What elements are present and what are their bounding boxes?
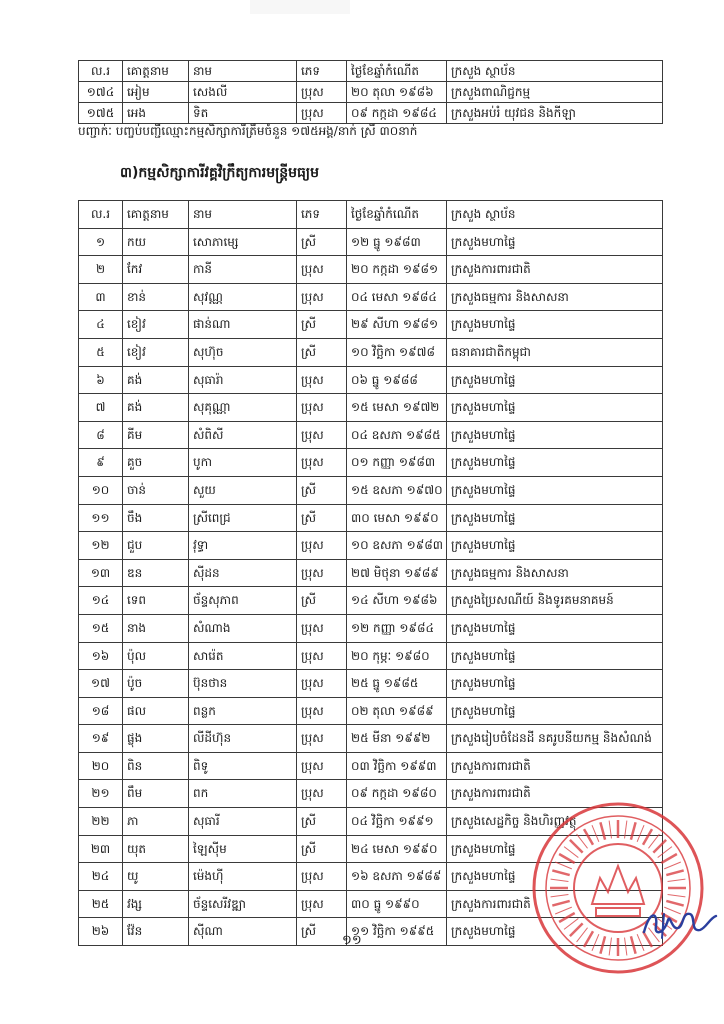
trainee-table-cell-col-no: ១០ bbox=[79, 476, 123, 504]
seal-tick bbox=[661, 854, 677, 863]
trainee-table-cell-col-name: សួយ bbox=[189, 476, 297, 504]
trainee-table-cell-col-no: ១១ bbox=[79, 504, 123, 532]
trainee-table-cell-col-no: ៣ bbox=[79, 283, 123, 311]
seal-tick bbox=[625, 821, 627, 839]
seal-tick bbox=[643, 829, 652, 845]
trainee-table-cell-col-surname: ប៉ុល bbox=[123, 642, 189, 670]
trainee-table-cell-col-dob: ២៥ មីនា ១៩៩២ bbox=[347, 725, 447, 753]
trainee-table-cell-col-name: ពិទូ bbox=[189, 752, 297, 780]
trainee-table-cell-col-no: ២៣ bbox=[79, 835, 123, 863]
trainee-table-cell-col-sex: ប្រុស bbox=[297, 532, 347, 560]
trainee-table-row bbox=[79, 504, 663, 532]
trainee-table-header-col-ministry: ក្រសួង ស្ថាប័ន bbox=[447, 201, 663, 229]
trainee-table-cell-col-ministry: ក្រសួងមហាផ្ទៃ bbox=[447, 642, 663, 670]
trainee-table-cell-col-name: ច័ន្ទសេរីវឌ្ឍា bbox=[189, 890, 297, 918]
trainee-table-row bbox=[79, 587, 663, 615]
trainee-table-cell-col-no: ៧ bbox=[79, 394, 123, 422]
trainee-table-cell-col-sex: ស្រី bbox=[297, 311, 347, 339]
trainee-table-cell-col-sex: ប្រុស bbox=[297, 780, 347, 808]
trainee-table-cell-col-ministry: ក្រសួងមហាផ្ទៃ bbox=[447, 835, 663, 863]
trainee-table-cell-col-dob: ០៩ កក្កដា ១៩៨០ bbox=[347, 780, 447, 808]
trainee-table-cell-col-no: ១៧ bbox=[79, 670, 123, 698]
trainee-table-cell-col-sex: ស្រី bbox=[297, 587, 347, 615]
trainee-table-cell-col-dob: ១០ ឧសភា ១៩៨៣ bbox=[347, 532, 447, 560]
top-table-cell-col-ministry: ក្រសួងពាណិជ្ជកម្ម bbox=[447, 82, 663, 103]
top-table-header-col-sex: ភេទ bbox=[297, 61, 347, 82]
trainee-table-cell-col-dob: ៣០ ធ្នូ ១៩៩០ bbox=[347, 890, 447, 918]
seal-tick bbox=[564, 918, 578, 929]
trainee-table-cell-col-sex: ប្រុស bbox=[297, 559, 347, 587]
trainee-table-cell-col-name: សំណាង bbox=[189, 614, 297, 642]
trainee-table-row bbox=[79, 670, 663, 698]
trainee-table-cell-col-surname: វ៉ែន bbox=[123, 918, 189, 946]
trainee-table-cell-col-ministry: ក្រសួងមហាផ្ទៃ bbox=[447, 614, 663, 642]
trainee-table-cell-col-surname: កែវ bbox=[123, 256, 189, 284]
trainee-table-cell-col-surname: ខៀវ bbox=[123, 338, 189, 366]
trainee-table-cell-col-surname: ចឹង bbox=[123, 504, 189, 532]
top-table-cell-col-surname: អៀម bbox=[123, 82, 189, 103]
trainee-table-cell-col-name: លីដីហ៊ុន bbox=[189, 725, 297, 753]
trainee-table-cell-col-surname: ផល bbox=[123, 697, 189, 725]
trainee-table-cell-col-ministry: ក្រសួងធម្មការ និងសាសនា bbox=[447, 283, 663, 311]
top-table-cell-col-name: សេងលី bbox=[189, 82, 297, 103]
trainee-table-cell-col-dob: ១២ កញ្ញា ១៩៨៤ bbox=[347, 614, 447, 642]
trainee-table-row bbox=[79, 283, 663, 311]
trainee-table-cell-col-sex: ប្រុស bbox=[297, 256, 347, 284]
scan-smudge bbox=[250, 0, 350, 14]
trainee-table-cell-col-no: ១៦ bbox=[79, 642, 123, 670]
seal-tick bbox=[551, 879, 569, 881]
trainee-table-cell-col-sex: ស្រី bbox=[297, 918, 347, 946]
top-table-header-col-dob: ថ្ងៃខែឆ្នាំកំណើត bbox=[347, 61, 447, 82]
trainee-table-cell-col-sex: ប្រុស bbox=[297, 890, 347, 918]
seal-tick bbox=[666, 870, 683, 875]
top-table-cell-col-ministry: ក្រសួងអប់រំ យុវជន និងកីឡា bbox=[447, 103, 663, 124]
trainee-table-cell-col-no: ២៥ bbox=[79, 890, 123, 918]
seal-tick bbox=[559, 913, 575, 922]
seal-tick bbox=[592, 825, 599, 842]
trainee-table-cell-col-name: សុហ៊ុច bbox=[189, 338, 297, 366]
trainee-table-cell-col-surname: ប៉ូច bbox=[123, 670, 189, 698]
trainee-table-cell-col-ministry: ក្រសួងការពារជាតិ bbox=[447, 256, 663, 284]
seal-tick bbox=[555, 907, 572, 914]
trainee-table-cell-col-name: សុធារ៉ា bbox=[189, 366, 297, 394]
trainee-table-cell-col-dob: ១៥ ឧសភា ១៩៧០ bbox=[347, 476, 447, 504]
trainee-table-cell-col-dob: ១៤ សីហា ១៩៨៦ bbox=[347, 587, 447, 615]
trainee-table-cell-col-dob: ១០ វិច្ឆិកា ១៩៧៨ bbox=[347, 338, 447, 366]
trainee-table-cell-col-no: ៥ bbox=[79, 338, 123, 366]
trainee-table-cell-col-ministry: ក្រសួងមហាផ្ទៃ bbox=[447, 697, 663, 725]
trainee-table-cell-col-name: សុធារី bbox=[189, 808, 297, 836]
trainee-table-cell-col-ministry: ក្រសួងសេដ្ឋកិច្ច និងហិរញ្ញវត្ថុ bbox=[447, 808, 663, 836]
trainee-table-cell-col-surname: ភា bbox=[123, 808, 189, 836]
trainee-table-cell-col-ministry: ក្រសួងមហាផ្ទៃ bbox=[447, 421, 663, 449]
trainee-table-cell-col-surname: ពិន bbox=[123, 752, 189, 780]
section-title: ៣)កម្មសិក្សាការីវគ្គវិក្រឹត្យការមន្ត្រីមធ្យម bbox=[120, 165, 319, 181]
seal-tick bbox=[552, 870, 569, 875]
top-table-header-row bbox=[79, 61, 663, 82]
seal-tick bbox=[552, 901, 569, 906]
trainee-table-cell-col-sex: ប្រុស bbox=[297, 752, 347, 780]
top-table-cell-col-no: ១៧៥ bbox=[79, 103, 123, 124]
page-number: ១១ bbox=[342, 933, 362, 948]
seal-tick bbox=[631, 822, 636, 839]
trainee-table-row bbox=[79, 476, 663, 504]
trainee-table-cell-col-dob: ២០ កក្កដា ១៩៨១ bbox=[347, 256, 447, 284]
trainee-table-cell-col-dob: ០៤ វិច្ឆិកា ១៩៩១ bbox=[347, 808, 447, 836]
trainee-table-row bbox=[79, 228, 663, 256]
top-table-cell-col-sex: ប្រុស bbox=[297, 103, 347, 124]
seal-tick bbox=[584, 829, 593, 845]
trainee-table-cell-col-ministry: ក្រសួងការពារជាតិ bbox=[447, 752, 663, 780]
trainee-table-cell-col-dob: ១៦ ឧសភា ១៩៨៩ bbox=[347, 863, 447, 891]
seal-tick bbox=[555, 862, 572, 869]
trainee-table-cell-col-no: ៦ bbox=[79, 366, 123, 394]
seal-tick bbox=[648, 834, 659, 848]
trainee-table-cell-col-surname: ខៀវ bbox=[123, 311, 189, 339]
trainee-table-cell-col-surname: គីម bbox=[123, 421, 189, 449]
trainee-table-cell-col-sex: ប្រុស bbox=[297, 697, 347, 725]
seal-tick bbox=[664, 862, 681, 869]
trainee-table-cell-col-dob: ០៤ មេសា ១៩៨៤ bbox=[347, 283, 447, 311]
trainee-table-cell-col-no: ២០ bbox=[79, 752, 123, 780]
trainee-table-cell-col-dob: ២៤ មេសា ១៩៩០ bbox=[347, 835, 447, 863]
trainee-table-cell-col-dob: ១២ ធ្នូ ១៩៨៣ bbox=[347, 228, 447, 256]
trainee-table-cell-col-name: ផាន់ណា bbox=[189, 311, 297, 339]
seal-tick bbox=[570, 923, 583, 936]
trainee-table-cell-col-ministry: ក្រសួងមហាផ្ទៃ bbox=[447, 476, 663, 504]
trainee-table-cell-col-dob: ០៦ ធ្នូ ១៩៨៨ bbox=[347, 366, 447, 394]
trainee-table-row bbox=[79, 311, 663, 339]
trainee-table-cell-col-name: សុវណ្ណ bbox=[189, 283, 297, 311]
note-text: បញ្ជាក់ៈ បញ្ចប់បញ្ជីឈ្មោះកម្មសិក្សាការីត្រឹមចំនួន ១៧៥អង្គ/នាក់ ស្រី ៣០នាក់ bbox=[78, 124, 418, 138]
trainee-table-cell-col-surname: គង់ bbox=[123, 394, 189, 422]
trainee-table-cell-col-dob: ១៥ មេសា ១៩៧២ bbox=[347, 394, 447, 422]
trainee-table-cell-col-dob: ២៩ សីហា ១៩៨១ bbox=[347, 311, 447, 339]
signature-icon bbox=[640, 900, 720, 945]
trainee-table-cell-col-name: កានី bbox=[189, 256, 297, 284]
top-table-cell-col-surname: អេង bbox=[123, 103, 189, 124]
trainee-table-cell-col-no: ១២ bbox=[79, 532, 123, 560]
trainee-table-cell-col-name: សំពិសី bbox=[189, 421, 297, 449]
trainee-table-cell-col-surname: ខាន់ bbox=[123, 283, 189, 311]
trainee-table-cell-col-dob: ២៥ ធ្នូ ១៩៨៥ bbox=[347, 670, 447, 698]
trainee-table-cell-col-no: ២ bbox=[79, 256, 123, 284]
trainee-table-cell-col-surname: វង្ស bbox=[123, 890, 189, 918]
trainee-table-cell-col-surname: យុត bbox=[123, 835, 189, 863]
trainee-table-cell-col-ministry: ក្រសួងធម្មការ និងសាសនា bbox=[447, 559, 663, 587]
trainee-table-header-col-name: នាម bbox=[189, 201, 297, 229]
trainee-table-cell-col-sex: ប្រុស bbox=[297, 449, 347, 477]
trainee-table-cell-col-sex: ប្រុស bbox=[297, 670, 347, 698]
trainee-table-cell-col-name: ប៊ុនថាន bbox=[189, 670, 297, 698]
top-table-cell-col-name: ទិត bbox=[189, 103, 297, 124]
top-table-cell-col-dob: ២០ តុលា ១៩៨៦ bbox=[347, 82, 447, 103]
top-table-row bbox=[79, 82, 663, 103]
seal-tick bbox=[584, 931, 593, 947]
trainee-table-cell-col-sex: ប្រុស bbox=[297, 421, 347, 449]
trainee-table-cell-col-name: សារ៉េត bbox=[189, 642, 297, 670]
trainee-table-cell-col-surname: ពឹម bbox=[123, 780, 189, 808]
trainee-table-cell-col-name: ពន្លក bbox=[189, 697, 297, 725]
trainee-table-cell-col-ministry: ក្រសួងមហាផ្ទៃ bbox=[447, 863, 663, 891]
trainee-table-cell-col-sex: ស្រី bbox=[297, 835, 347, 863]
trainee-table-cell-col-sex: ប្រុស bbox=[297, 283, 347, 311]
trainee-table-cell-col-no: ១៤ bbox=[79, 587, 123, 615]
seal-tick bbox=[631, 936, 636, 953]
trainee-table-header-col-no: ល.រ bbox=[79, 201, 123, 229]
trainee-table-cell-col-name: ស៊ីណា bbox=[189, 918, 297, 946]
trainee-table-cell-col-surname: ចាន់ bbox=[123, 476, 189, 504]
trainee-table-cell-col-ministry: ក្រសួងមហាផ្ទៃ bbox=[447, 311, 663, 339]
trainee-table-cell-col-surname: កយ bbox=[123, 228, 189, 256]
seal-tick bbox=[637, 825, 644, 842]
trainee-table-cell-col-ministry: ក្រសួងមហាផ្ទៃ bbox=[447, 449, 663, 477]
trainee-table-cell-col-sex: ស្រី bbox=[297, 338, 347, 366]
trainee-table-cell-col-name: សោភាម្សេ bbox=[189, 228, 297, 256]
top-table-header-col-no: ល.រ bbox=[79, 61, 123, 82]
trainee-table-row bbox=[79, 256, 663, 284]
seal-tick bbox=[668, 879, 686, 881]
trainee-table-cell-col-no: ២៤ bbox=[79, 863, 123, 891]
trainee-table-cell-col-sex: ប្រុស bbox=[297, 863, 347, 891]
trainee-table-cell-col-ministry: ក្រសួងមហាផ្ទៃ bbox=[447, 532, 663, 560]
trainee-table-cell-col-name: ស៊ីដន bbox=[189, 559, 297, 587]
seal-tick bbox=[592, 934, 599, 951]
trainee-table-cell-col-no: ១៣ bbox=[79, 559, 123, 587]
seal-tick bbox=[658, 847, 672, 858]
trainee-table-cell-col-no: ១៨ bbox=[79, 697, 123, 725]
trainee-table-cell-col-sex: ប្រុស bbox=[297, 614, 347, 642]
trainee-table-cell-col-no: ៤ bbox=[79, 311, 123, 339]
top-table bbox=[78, 60, 663, 124]
trainee-table-row bbox=[79, 614, 663, 642]
top-table-header-col-name: នាម bbox=[189, 61, 297, 82]
trainee-table-cell-col-sex: ស្រី bbox=[297, 228, 347, 256]
trainee-table-header-col-dob: ថ្ងៃខែឆ្នាំកំណើត bbox=[347, 201, 447, 229]
trainee-table-row bbox=[79, 449, 663, 477]
trainee-table-cell-col-dob: ០១ កញ្ញា ១៩៨៣ bbox=[347, 449, 447, 477]
trainee-table-cell-col-name: ម៉េងហ៊ី bbox=[189, 863, 297, 891]
trainee-table-cell-col-surname: យូ bbox=[123, 863, 189, 891]
trainee-table-cell-col-ministry: ក្រសួងមហាផ្ទៃ bbox=[447, 504, 663, 532]
seal-tick bbox=[653, 840, 666, 853]
signature bbox=[640, 900, 720, 945]
trainee-table-cell-col-ministry: ក្រសួងប្រៃសណីយ៍ និងទូរគមនាគមន៍ bbox=[447, 587, 663, 615]
trainee-table-cell-col-surname: ឌន bbox=[123, 559, 189, 587]
seal-icon bbox=[530, 800, 706, 976]
seal-tick bbox=[600, 936, 605, 953]
seal-tick bbox=[668, 895, 686, 897]
trainee-table-cell-col-dob: ០២ តុលា ១៩៨៩ bbox=[347, 697, 447, 725]
top-table-cell-col-no: ១៧៤ bbox=[79, 82, 123, 103]
trainee-table-row bbox=[79, 338, 663, 366]
trainee-table-cell-col-surname: ជួប bbox=[123, 532, 189, 560]
trainee-table-cell-col-no: ៨ bbox=[79, 421, 123, 449]
top-table-cell-col-sex: ប្រុស bbox=[297, 82, 347, 103]
trainee-table-cell-col-surname: គួច bbox=[123, 449, 189, 477]
trainee-table-cell-col-name: បូកា bbox=[189, 449, 297, 477]
trainee-table-cell-col-no: ១៩ bbox=[79, 725, 123, 753]
seal-tick bbox=[625, 938, 627, 956]
trainee-table-cell-col-name: ច័ន្ទសុភាព bbox=[189, 587, 297, 615]
trainee-table-cell-col-ministry: ក្រសួងការពារជាតិ bbox=[447, 890, 663, 918]
trainee-table-cell-col-dob: ០៣ វិច្ឆិកា ១៩៩៣ bbox=[347, 752, 447, 780]
trainee-table-cell-col-name: វុទ្ធា bbox=[189, 532, 297, 560]
trainee-table-header-col-surname: គោត្តនាម bbox=[123, 201, 189, 229]
top-table-row bbox=[79, 103, 663, 124]
trainee-table-row bbox=[79, 697, 663, 725]
seal-tick bbox=[577, 834, 588, 848]
trainee-table-cell-col-ministry: ក្រសួងការពារជាតិ bbox=[447, 780, 663, 808]
trainee-table-cell-col-sex: ស្រី bbox=[297, 504, 347, 532]
top-table-header-col-surname: គោត្តនាម bbox=[123, 61, 189, 82]
trainee-table-cell-col-surname: គង់ bbox=[123, 366, 189, 394]
trainee-table-row bbox=[79, 394, 663, 422]
seal-tick bbox=[600, 822, 605, 839]
trainee-table-cell-col-dob: ០៤ ឧសភា ១៩៨៥ bbox=[347, 421, 447, 449]
seal-tick bbox=[609, 821, 611, 839]
trainee-table-cell-col-ministry: ក្រសួងមហាផ្ទៃ bbox=[447, 394, 663, 422]
trainee-table-cell-col-name: ពក bbox=[189, 780, 297, 808]
top-table-cell-col-dob: ០៩ កក្កដា ១៩៨៤ bbox=[347, 103, 447, 124]
trainee-table-row bbox=[79, 366, 663, 394]
trainee-table-cell-col-dob: ២៧ មិថុនា ១៩៨៩ bbox=[347, 559, 447, 587]
trainee-table-row bbox=[79, 752, 663, 780]
trainee-table-cell-col-surname: នាង bbox=[123, 614, 189, 642]
trainee-table-cell-col-dob: ១១ វិច្ឆិកា ១៩៩៥ bbox=[347, 918, 447, 946]
seal-tick bbox=[559, 854, 575, 863]
trainee-table-cell-col-dob: ៣០ មេសា ១៩៩០ bbox=[347, 504, 447, 532]
trainee-table-cell-col-no: ២២ bbox=[79, 808, 123, 836]
seal-tick bbox=[564, 847, 578, 858]
seal-tick bbox=[570, 840, 583, 853]
seal-tick bbox=[609, 938, 611, 956]
trainee-table-cell-col-no: ១ bbox=[79, 228, 123, 256]
trainee-table-cell-col-sex: ប្រុស bbox=[297, 366, 347, 394]
trainee-table-row bbox=[79, 532, 663, 560]
trainee-table-cell-col-sex: ប្រុស bbox=[297, 642, 347, 670]
trainee-table-header-col-sex: ភេទ bbox=[297, 201, 347, 229]
top-table-header-col-ministry: ក្រសួង ស្ថាប័ន bbox=[447, 61, 663, 82]
trainee-table-row bbox=[79, 642, 663, 670]
trainee-table-cell-col-ministry: ក្រសួងមហាផ្ទៃ bbox=[447, 918, 663, 946]
trainee-table-row bbox=[79, 725, 663, 753]
trainee-table-cell-col-sex: ស្រី bbox=[297, 808, 347, 836]
trainee-table-cell-col-ministry: ក្រសួងមហាផ្ទៃ bbox=[447, 228, 663, 256]
trainee-table-cell-col-ministry: ក្រសួងមហាផ្ទៃ bbox=[447, 366, 663, 394]
trainee-table-row bbox=[79, 421, 663, 449]
trainee-table-cell-col-name: ស្រីពេជ្រ bbox=[189, 504, 297, 532]
trainee-table-cell-col-name: ឡៃស៊ីម bbox=[189, 835, 297, 863]
seal-tick bbox=[551, 895, 569, 897]
trainee-table-cell-col-no: ២១ bbox=[79, 780, 123, 808]
trainee-table-cell-col-dob: ២០ កុម្ភៈ ១៩៨០ bbox=[347, 642, 447, 670]
trainee-table-header-row bbox=[79, 201, 663, 229]
trainee-table-cell-col-ministry: ធនាគារជាតិកម្ពុជា bbox=[447, 338, 663, 366]
trainee-table-cell-col-no: ៩ bbox=[79, 449, 123, 477]
trainee-table-cell-col-surname: ផ្លុង bbox=[123, 725, 189, 753]
trainee-table-cell-col-sex: ប្រុស bbox=[297, 394, 347, 422]
trainee-table-cell-col-sex: ប្រុស bbox=[297, 725, 347, 753]
trainee-table-cell-col-sex: ស្រី bbox=[297, 476, 347, 504]
trainee-table-row bbox=[79, 559, 663, 587]
seal-tick bbox=[577, 928, 588, 942]
trainee-table-cell-col-surname: ទេព bbox=[123, 587, 189, 615]
trainee-table-cell-col-no: ២៦ bbox=[79, 918, 123, 946]
trainee-table-cell-col-no: ១៥ bbox=[79, 614, 123, 642]
official-seal bbox=[530, 800, 706, 976]
trainee-table-cell-col-ministry: ក្រសួងមហាផ្ទៃ bbox=[447, 670, 663, 698]
trainee-table-cell-col-name: សុគុណ្ណា bbox=[189, 394, 297, 422]
trainee-table-cell-col-ministry: ក្រសួងរៀបចំដែនដី នគរូបនីយកម្ម និងសំណង់ bbox=[447, 725, 663, 753]
top-table-body bbox=[79, 61, 663, 124]
